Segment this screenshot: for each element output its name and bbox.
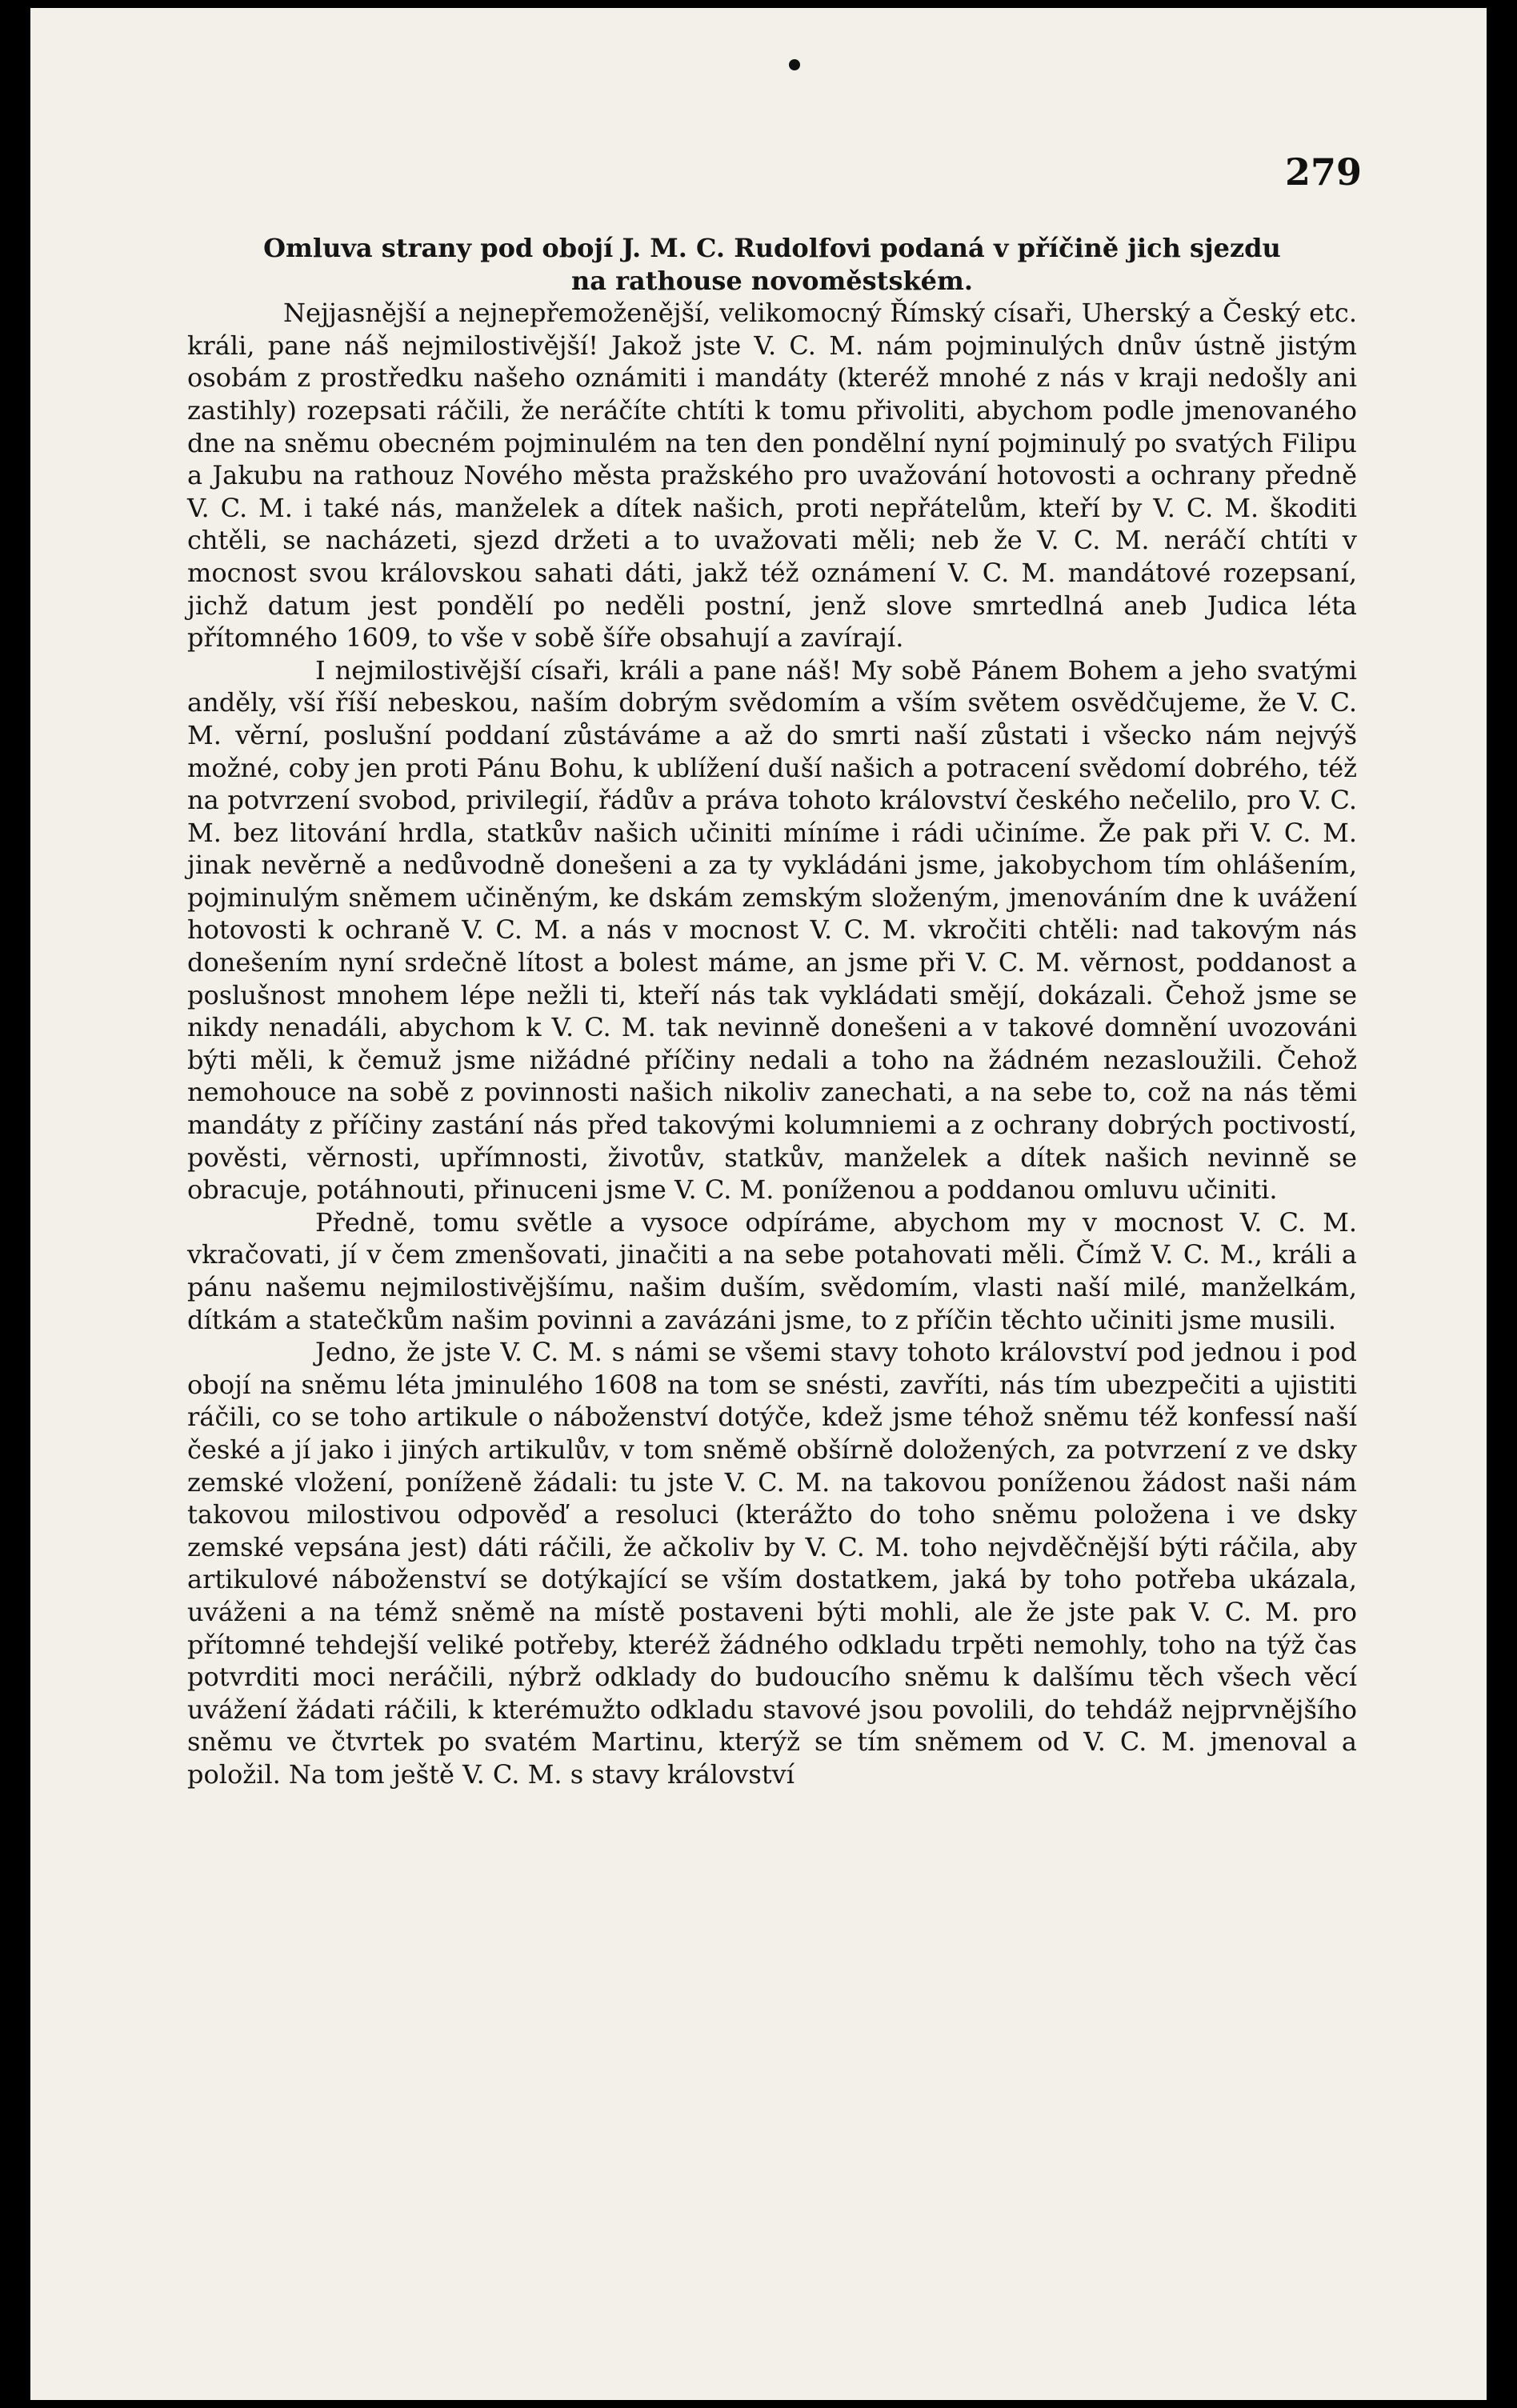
ink-dot — [789, 59, 800, 70]
paragraph-1: Nejjasnější a nejnepřemoženější, velikomocný Římský císaři, Uherský a Český etc. králi, pane náš nejmilostivější! Jakož jste V. C. M. nám pojminulých dnův ústně jistým osobám z prostředku našeho oznámiti i mandáty (kteréž mnohé z nás v kraji nedošly ani zastihly) rozepsati ráčili, že neráčíte chtíti k tomu přivoliti, abychom podle jmenovaného dne na sněmu obecném pojminulém na ten den pondělní nyní pojminulý po svatých Filipu a Jakubu na rathouz Nového města pražského pro uvažování hotovosti a ochrany předně V. C. M. i také nás, manželek a dítek našich, proti nepřátelům, kteří by V. C. M. škoditi chtěli, se nacházeti, sjezd držeti a to uvažovati měli; neb že V. C. M. neráčí chtíti v mocnost svou královskou sahati dáti, jakž též oznámení V. C. M. mandátové rozepsaní, jichž datum jest pondělí po neděli postní, jenž slove smrtedlná aneb Judica léta přítomného 1609, to vše v sobě šíře obsahují a zavírají. — [187, 298, 1357, 654]
heading-line-2: na rathouse novoměstském. — [570, 265, 973, 296]
paragraph-4: Jedno, že jste V. C. M. s námi se všemi stavy tohoto království pod jednou i pod obojí na sněmu léta jminulého 1608 na tom se snésti, zavříti, nás tím ubezpečiti a ujistiti ráčili, co se toho artikule o náboženství dotýče, kdež jsme téhož sněmu též konfessí naší české a jí jako i jiných artikulův, v tom sněmě obšírně doložených, za potvrzení z ve dsky zemské vložení, poníženě žádali: tu jste V. C. M. na takovou poníženou žádost naši nám takovou milostivou odpověď a resoluci (kterážto do toho sněmu položena i ve dsky zemské vepsána jest) dáti ráčili, že ačkoliv by V. C. M. toho nejvděčnější býti ráčila, aby artikulové náboženství se dotýkající se vším dostatkem, jaká by toho potřeba ukázala, uváženi a na témž sněmě na místě postaveni býti mohli, ale že jste pak V. C. M. pro přítomné tehdejší veliké potřeby, kteréž žádného odkladu trpěti nemohly, toho na týž čas potvrditi moci neráčili, nýbrž odklady do budoucího sněmu k dalšímu těch všech věcí uvážení žádati ráčili, k kterémužto odkladu stavové jsou povolili, do tehdáž nejprvnějšího sněmu ve čtvrtek po svatém Martinu, kterýž se tím sněmem od V. C. M. jmenoval a položil. Na tom ještě V. C. M. s stavy království — [187, 1337, 1357, 1790]
page-body — [187, 232, 1357, 1791]
page-number: 279 — [1285, 150, 1363, 194]
paragraph-3: Předně, tomu světle a vysoce odpíráme, abychom my v mocnost V. C. M. vkračovati, jí v čem zmenšovati, jinačiti a na sebe potahovati měli. Čímž V. C. M., králi a pánu našemu nejmilostivějšímu, našim duším, svědomím, vlasti naší milé, manželkám, dítkám a statečkům našim povinni a zavázáni jsme, to z příčin těchto učiniti jsme musili. — [187, 1206, 1357, 1335]
book-page — [30, 8, 1487, 2400]
heading-line-1: Omluva strany pod obojí J. M. C. Rudolfovi podaná v příčině jich sjezdu — [263, 233, 1281, 263]
paragraph-2: I nejmilostivější císaři, králi a pane náš! My sobě Pánem Bohem a jeho svatými anděly, vší říší nebeskou, naším dobrým svědomím a vším světem osvědčujeme, že V. C. M. věrní, poslušní poddaní zůstáváme a až do smrti naší zůstati i všecko nám nejvýš možné, coby jen proti Pánu Bohu, k ublížení duší našich a potracení svědomí dobrého, též na potvrzení svobod, privilegií, řádův a práva tohoto království českého nečelilo, pro V. C. M. bez litování hrdla, statkův našich učiniti míníme i rádi učiníme. Že pak při V. C. M. jinak nevěrně a nedůvodně donešeni a za ty vykládáni jsme, jakobychom tím ohlášením, pojminulým sněmem učiněným, ke dskám zemským složeným, jmenováním dne k uvážení hotovosti k ochraně V. C. M. a nás v mocnost V. C. M. vkročiti chtěli: nad takovým nás donešením nyní srdečně lítost a bolest máme, an jsme při V. C. M. věrnost, poddanost a poslušnost mnohem lépe nežli ti, kteří nás tak vykládati smějí, dokázali. Čehož jsme se nikdy nenadáli, abychom k V. C. M. tak nevinně donešeni a v takové domnění uvozováni býti měli, k čemuž jsme nižádné příčiny nedali a toho na žádném nezasloužili. Čehož nemohouce na sobě z povinnosti našich nikoliv zanechati, a na sebe to, což na nás těmi mandáty z příčiny zastání nás před takovými kolumniemi a z ochrany dobrých poctivostí, pověsti, věrnosti, upřímnosti, životův, statkův, manželek a dítek našich nevinně se obracuje, potáhnouti, přinuceni jsme V. C. M. poníženou a poddanou omluvu učiniti. — [187, 654, 1357, 1206]
document-heading — [187, 232, 1357, 297]
